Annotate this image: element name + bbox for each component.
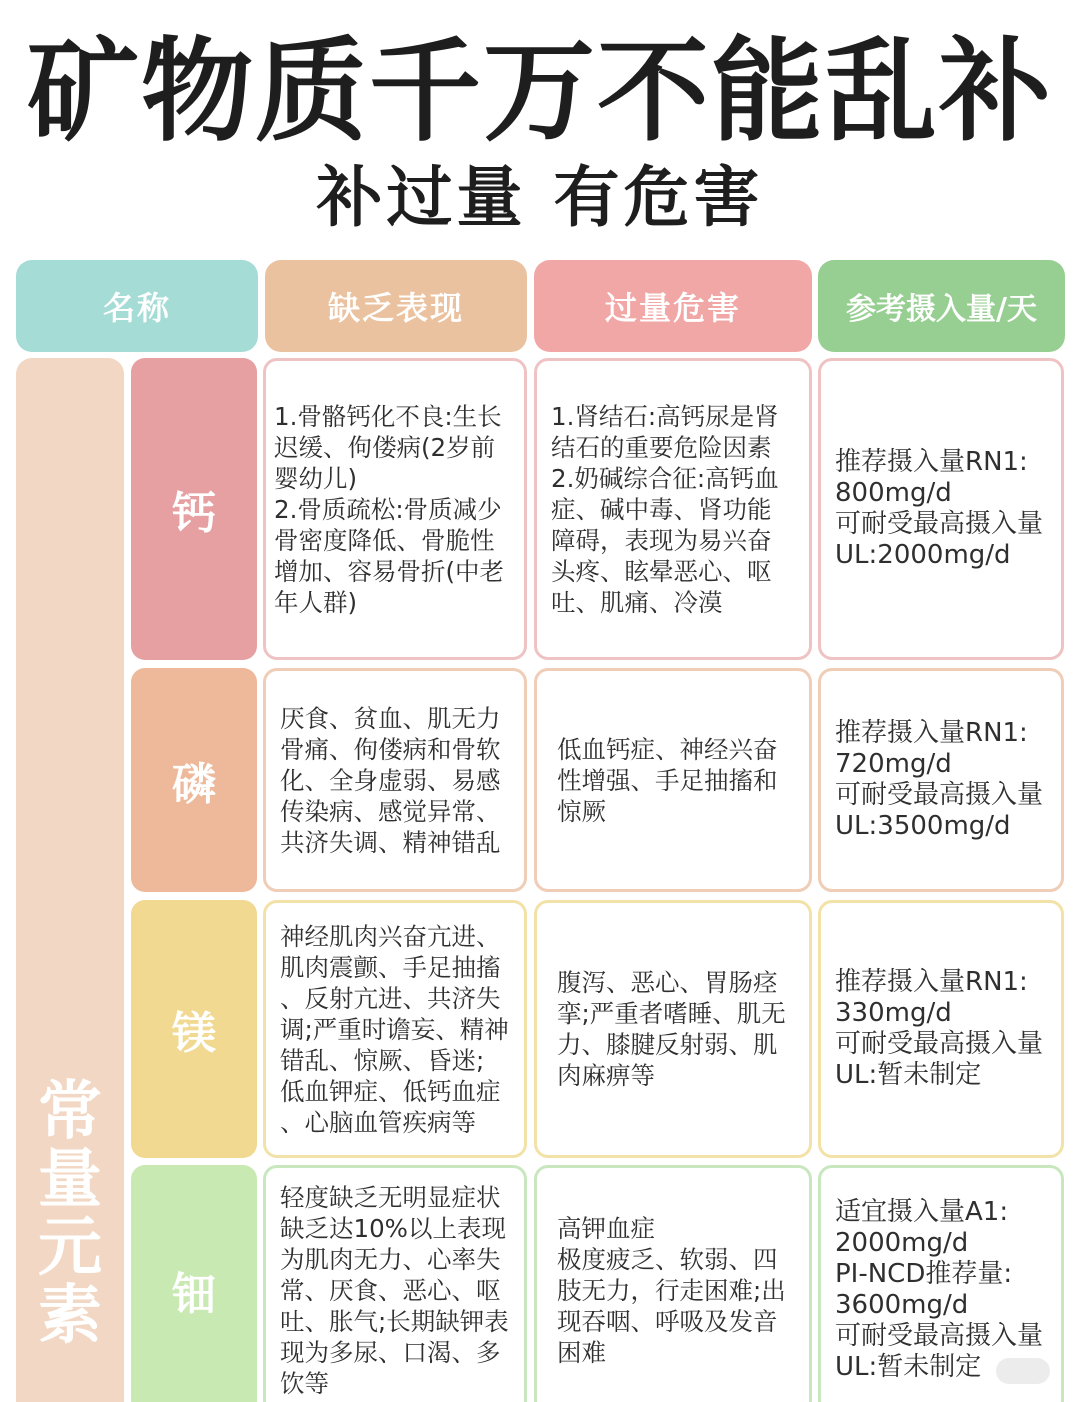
magnesium-deficiency-text: 神经肌肉兴奋亢进、 肌肉震颤、手足抽搐 、反射亢进、共济失 调;严重时谵妄、精神 错乱、惊厥、昏迷; 低血钾症、低钙血症 、心脑血管疾病等 [280, 921, 509, 1137]
group-label: 常量元素 [38, 1075, 102, 1353]
header-name: 名称 [16, 260, 258, 352]
element-phosphorus: 磷 [131, 668, 257, 892]
calcium-overdose-text: 1.肾结石:高钙尿是肾 结石的重要危险因素 2.奶碱综合征:高钙血 症、碱中毒、肾功能 障碍，表现为易兴奋 头疼、眩晕恶心、呕 吐、肌痛、冷漠 [551, 401, 779, 617]
header-reference: 参考摄入量/天 [818, 260, 1065, 352]
phosphorus-overdose-cell [534, 668, 812, 892]
watermark-logo [996, 1358, 1050, 1384]
calcium-reference-cell [818, 358, 1064, 660]
header-deficiency: 缺乏表现 [265, 260, 527, 352]
element-potassium: 钿 [131, 1165, 257, 1402]
group-macro-elements [16, 358, 124, 1402]
calcium-deficiency-text: 1.骨骼钙化不良:生长 迟缓、佝偻病(2岁前 婴幼儿) 2.骨质疏松:骨质减少 骨密度降低、骨脆性 增加、容易骨折(中老 年人群) [274, 401, 505, 617]
page-subtitle: 补过量 有危害 [316, 159, 764, 236]
potassium-overdose-text: 高钾血症 极度疲乏、软弱、四 肢无力，行走困难;出 现吞咽、呼吸及发音 困难 [557, 1213, 786, 1367]
header-overdose: 过量危害 [534, 260, 812, 352]
calcium-reference-text: 推荐摄入量RN1: 800mg/d 可耐受最高摄入量 UL:2000mg/d [835, 447, 1044, 570]
potassium-reference-text: 适宜摄入量A1: 2000mg/d PI-NCD推荐量: 3600mg/d 可耐受最高摄入量 UL:暂未制定 [835, 1197, 1044, 1382]
magnesium-overdose-cell [534, 900, 812, 1158]
magnesium-reference-cell [818, 900, 1064, 1158]
potassium-deficiency-text: 轻度缺乏无明显症状 缺乏达10%以上表现 为肌肉无力、心率失 常、厌食、恶心、呕 吐、胀气;长期缺钾表 现为多尿、口渴、多 饮等 [280, 1182, 509, 1398]
potassium-deficiency-cell [263, 1165, 527, 1402]
element-magnesium: 镁 [131, 900, 257, 1158]
potassium-overdose-cell [534, 1165, 812, 1402]
magnesium-deficiency-cell [263, 900, 527, 1158]
magnesium-reference-text: 推荐摄入量RN1: 330mg/d 可耐受最高摄入量 UL:暂未制定 [835, 967, 1044, 1090]
phosphorus-deficiency-cell [263, 668, 527, 892]
page-title: 矿物质千万不能乱补 [27, 27, 1053, 157]
phosphorus-deficiency-text: 厌食、贫血、肌无力 骨痛、佝偻病和骨软 化、全身虚弱、易感 传染病、感觉异常、 共济失调、精神错乱 [280, 703, 501, 857]
phosphorus-overdose-text: 低血钙症、神经兴奋 性增强、手足抽搐和 惊厥 [557, 734, 778, 826]
magnesium-overdose-text: 腹泻、恶心、胃肠痉 挛;严重者嗜睡、肌无 力、膝腱反射弱、肌 肉麻痹等 [557, 968, 786, 1090]
phosphorus-reference-text: 推荐摄入量RN1: 720mg/d 可耐受最高摄入量 UL:3500mg/d [835, 718, 1044, 841]
calcium-deficiency-cell [263, 358, 527, 660]
phosphorus-reference-cell [818, 668, 1064, 892]
element-calcium: 钙 [131, 358, 257, 660]
calcium-overdose-cell [534, 358, 812, 660]
